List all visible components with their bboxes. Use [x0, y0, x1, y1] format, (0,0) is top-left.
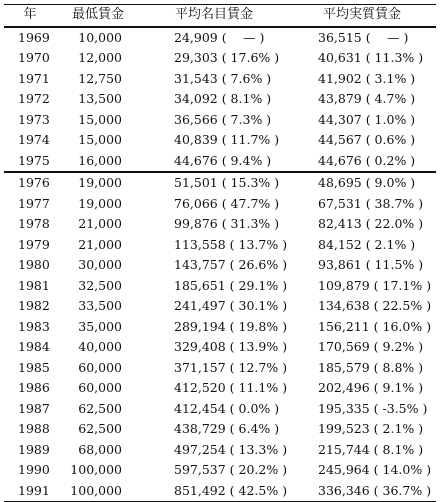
cell-average-real-wage: 109,879 ( 17.1% ) [318, 277, 432, 293]
header-average-real-wage: 平均実質賃金 [288, 5, 436, 27]
cell-minimum-wage: 21,000 [78, 236, 122, 252]
cell-year: 1984 [18, 339, 50, 354]
table-row [4, 440, 436, 461]
cell-minimum-wage: 62,500 [78, 421, 122, 436]
cell-minimum-wage: 12,750 [78, 70, 122, 86]
cell-average-nominal-wage: 851,492 ( 42.5% ) [140, 481, 288, 502]
cell-year: 1988 [18, 421, 50, 436]
cell-minimum-wage: 33,500 [78, 298, 122, 313]
cell-average-nominal-wage: 113,558 ( 13.7% ) [174, 236, 288, 252]
cell-average-nominal-wage: 24,909 ( — ) [174, 29, 265, 45]
cell-average-real-wage: 84,152 ( 2.1% ) [318, 236, 416, 252]
cell-year: 1973 [18, 111, 50, 127]
cell-year: 1980 [18, 257, 50, 272]
table-row [4, 48, 436, 69]
cell-minimum-wage: 68,000 [78, 441, 122, 457]
cell-minimum-wage: 10,000 [78, 29, 122, 45]
cell-year: 1970 [18, 50, 50, 65]
table-row [4, 89, 436, 110]
cell-minimum-wage: 30,000 [78, 257, 122, 272]
cell-average-real-wage: 215,744 ( 8.1% ) [318, 441, 424, 457]
cell-minimum-wage: 62,500 [78, 400, 122, 416]
cell-year: 1985 [18, 359, 50, 375]
cell-year: 1969 [18, 29, 50, 45]
cell-year: 1974 [18, 132, 50, 147]
table-row [4, 110, 436, 131]
table-row [4, 481, 436, 502]
table-row [4, 337, 436, 358]
cell-year: 1983 [18, 318, 50, 334]
cell-average-nominal-wage: 289,194 ( 19.8% ) [174, 318, 288, 334]
cell-year: 1977 [18, 195, 50, 211]
cell-average-nominal-wage: 40,839 ( 11.7% ) [174, 132, 280, 147]
cell-minimum-wage: 32,500 [78, 277, 122, 293]
cell-average-nominal-wage: 51,501 ( 15.3% ) [140, 172, 288, 194]
cell-average-real-wage: 336,346 ( 36.7% ) [288, 481, 436, 502]
cell-minimum-wage: 15,000 [78, 132, 122, 147]
table-row [4, 460, 436, 481]
cell-average-real-wage: 36,515 ( — ) [318, 29, 409, 45]
cell-average-real-wage: 134,638 ( 22.5% ) [318, 298, 432, 313]
table-row [4, 399, 436, 420]
cell-year: 1978 [18, 216, 50, 231]
cell-average-nominal-wage: 29,303 ( 17.6% ) [174, 50, 280, 65]
cell-minimum-wage: 100,000 [70, 462, 122, 477]
cell-minimum-wage: 35,000 [78, 318, 122, 334]
cell-minimum-wage: 60,000 [78, 380, 122, 395]
cell-average-real-wage: 170,569 ( 9.2% ) [318, 339, 424, 354]
cell-minimum-wage: 40,000 [78, 339, 122, 354]
cell-average-real-wage: 44,567 ( 0.6% ) [318, 132, 416, 147]
cell-average-real-wage: 195,335 ( -3.5% ) [318, 400, 428, 416]
cell-minimum-wage: 12,000 [78, 50, 122, 65]
cell-average-real-wage: 44,307 ( 1.0% ) [318, 111, 416, 127]
cell-year: 1987 [18, 400, 50, 416]
cell-average-real-wage: 199,523 ( 2.1% ) [318, 421, 424, 436]
cell-average-real-wage: 202,496 ( 9.1% ) [318, 380, 424, 395]
cell-minimum-wage: 13,500 [78, 91, 122, 106]
cell-year: 1986 [18, 380, 50, 395]
cell-average-nominal-wage: 412,454 ( 0.0% ) [174, 400, 280, 416]
cell-average-nominal-wage: 597,537 ( 20.2% ) [174, 462, 288, 477]
wage-table [4, 4, 436, 502]
cell-average-nominal-wage: 36,566 ( 7.3% ) [174, 111, 272, 127]
table-header [4, 5, 436, 27]
table-row [4, 255, 436, 276]
cell-average-real-wage: 48,695 ( 9.0% ) [288, 172, 436, 194]
cell-average-nominal-wage: 412,520 ( 11.1% ) [174, 380, 288, 395]
table-row [4, 378, 436, 399]
table-row [4, 194, 436, 215]
cell-minimum-wage: 19,000 [78, 195, 122, 211]
table-row [4, 235, 436, 256]
table-row [4, 69, 436, 90]
cell-year: 1976 [4, 172, 56, 194]
cell-year: 1979 [18, 236, 50, 252]
cell-year: 1989 [18, 441, 50, 457]
header-minimum-wage: 最低賃金 [56, 5, 140, 27]
cell-average-real-wage: 93,861 ( 11.5% ) [318, 257, 424, 272]
cell-year: 1981 [18, 277, 50, 293]
cell-average-real-wage: 43,879 ( 4.7% ) [318, 91, 416, 106]
cell-average-nominal-wage: 371,157 ( 12.7% ) [174, 359, 288, 375]
cell-average-nominal-wage: 31,543 ( 7.6% ) [174, 70, 272, 86]
cell-average-real-wage: 82,413 ( 22.0% ) [318, 216, 424, 231]
header-year: 年 [4, 5, 56, 27]
cell-minimum-wage: 16,000 [78, 152, 122, 168]
table-row [4, 296, 436, 317]
cell-year: 1972 [18, 91, 50, 106]
cell-year: 1975 [18, 152, 50, 168]
table-row [4, 151, 436, 173]
cell-minimum-wage: 15,000 [78, 111, 122, 127]
table-row [4, 130, 436, 151]
cell-minimum-wage: 19,000 [56, 172, 140, 194]
table-row [4, 419, 436, 440]
cell-minimum-wage: 60,000 [78, 359, 122, 375]
cell-average-nominal-wage: 44,676 ( 9.4% ) [174, 152, 272, 168]
cell-average-nominal-wage: 99,876 ( 31.3% ) [174, 216, 280, 231]
cell-average-real-wage: 185,579 ( 8.8% ) [318, 359, 424, 375]
cell-average-nominal-wage: 497,254 ( 13.3% ) [174, 441, 288, 457]
cell-average-nominal-wage: 329,408 ( 13.9% ) [174, 339, 288, 354]
cell-average-nominal-wage: 76,066 ( 47.7% ) [174, 195, 280, 211]
table-row [4, 172, 436, 194]
cell-average-nominal-wage: 438,729 ( 6.4% ) [174, 421, 280, 436]
cell-year: 1990 [18, 462, 50, 477]
table-body [4, 27, 436, 502]
table-row [4, 27, 436, 49]
cell-average-nominal-wage: 185,651 ( 29.1% ) [174, 277, 288, 293]
cell-year: 1982 [18, 298, 50, 313]
cell-minimum-wage: 100,000 [56, 481, 140, 502]
cell-year: 1971 [18, 70, 50, 86]
cell-average-real-wage: 44,676 ( 0.2% ) [318, 152, 416, 168]
cell-year: 1991 [4, 481, 56, 502]
cell-average-nominal-wage: 34,092 ( 8.1% ) [174, 91, 272, 106]
header-row [4, 5, 436, 27]
cell-average-nominal-wage: 241,497 ( 30.1% ) [174, 298, 288, 313]
table-row [4, 276, 436, 297]
table-row [4, 317, 436, 338]
cell-average-real-wage: 156,211 ( 16.0% ) [318, 318, 432, 334]
cell-average-real-wage: 41,902 ( 3.1% ) [318, 70, 416, 86]
cell-average-real-wage: 67,531 ( 38.7% ) [318, 195, 424, 211]
table-row [4, 214, 436, 235]
table-row [4, 358, 436, 379]
header-average-nominal-wage: 平均名目賃金 [140, 5, 288, 27]
cell-average-nominal-wage: 143,757 ( 26.6% ) [174, 257, 288, 272]
cell-average-real-wage: 245,964 ( 14.0% ) [318, 462, 432, 477]
cell-minimum-wage: 21,000 [78, 216, 122, 231]
cell-average-real-wage: 40,631 ( 11.3% ) [318, 50, 424, 65]
